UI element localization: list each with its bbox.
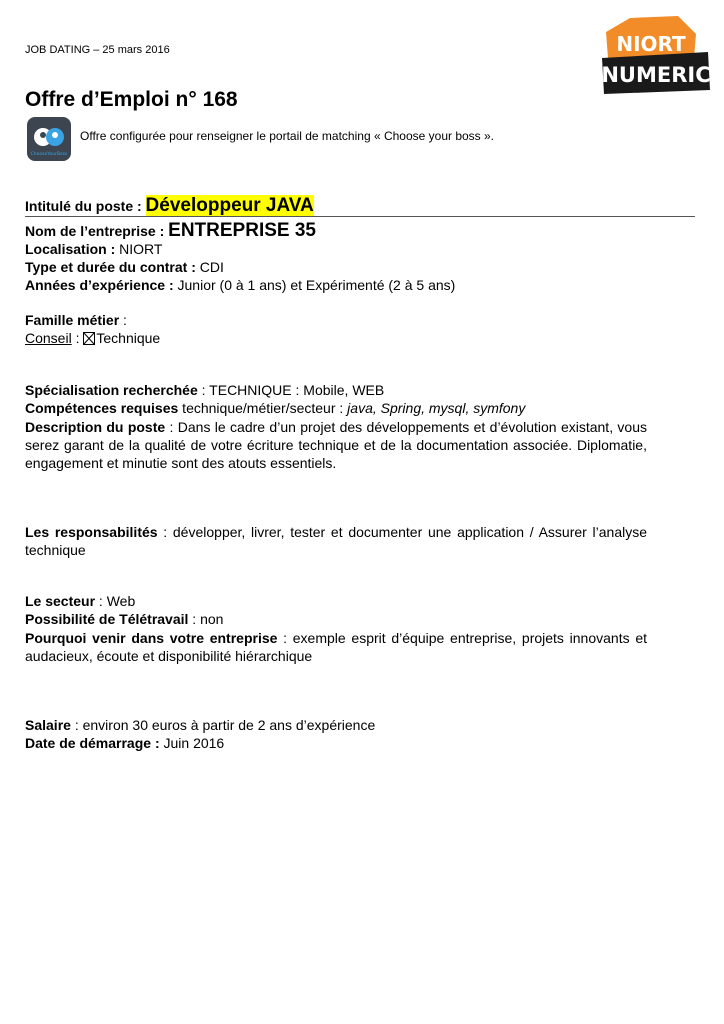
famille-conseil: Conseil (25, 330, 72, 346)
teletravail-line (25, 611, 223, 627)
experience-value: Junior (0 à 1 ans) et Expérimenté (2 à 5 ans) (177, 277, 456, 293)
competences-label: Compétences requises (25, 400, 179, 416)
salaire-line (25, 717, 375, 733)
demarrage-line (25, 735, 224, 751)
competences-prefix: technique/métier/secteur : (178, 400, 348, 416)
famille-colon: : (123, 312, 127, 328)
page-title: Offre d’Emploi n° 168 (25, 88, 238, 111)
event-header: JOB DATING – 25 mars 2016 (25, 44, 170, 56)
salaire-value: : environ 30 euros à partir de 2 ans d’expérience (70, 717, 376, 733)
specialisation-value: : TECHNIQUE : Mobile, WEB (197, 382, 385, 398)
contrat-label: Type et durée du contrat : (25, 259, 196, 275)
entreprise-line (25, 220, 316, 242)
famille-options (25, 330, 160, 346)
localisation-value: NIORT (119, 241, 163, 257)
entreprise-value: ENTREPRISE 35 (168, 220, 316, 241)
experience-line (25, 277, 455, 293)
famille-technique: Technique (96, 330, 161, 346)
teletravail-value: : non (188, 611, 224, 627)
contrat-value: CDI (199, 259, 224, 275)
contrat-line (25, 259, 224, 275)
entreprise-label: Nom de l’entreprise : (25, 223, 165, 239)
app-note: Offre configurée pour renseigner le portail de matching « Choose your boss ». (80, 129, 495, 143)
secteur-label: Le secteur (25, 593, 96, 609)
teletravail-label: Possibilité de Télétravail (25, 611, 189, 627)
secteur-value: : Web (95, 593, 136, 609)
logo-text-line1: NIORT (616, 32, 686, 56)
poste-value: Développeur JAVA (145, 195, 314, 216)
app-icon-text: ChooseYourBoss (30, 152, 68, 157)
divider (25, 216, 695, 217)
checkbox-checked-icon (83, 332, 95, 345)
demarrage-label: Date de démarrage : (25, 735, 160, 751)
logo-text-line2: NUMERIC (601, 63, 711, 87)
experience-label: Années d’expérience : (25, 277, 174, 293)
competences-value: java, Spring, mysql, symfony (347, 400, 526, 416)
description-value: : Dans le cadre d’un projet des développements et d’évolution existant, vous serez garant de la qualité de votre écriture technique et de la documentation associée. Diplomatie, engagement et minutie sont des atouts essentiels. (25, 419, 648, 471)
responsabilites-label: Les responsabilités (25, 524, 158, 540)
poste-line (25, 195, 314, 217)
pourquoi-paragraph (25, 629, 647, 665)
famille-line (25, 312, 127, 328)
description-paragraph (25, 418, 647, 472)
choose-your-boss-app-icon (27, 117, 71, 161)
responsabilites-paragraph (25, 523, 647, 559)
localisation-line (25, 241, 162, 257)
specialisation-line (25, 382, 384, 398)
salaire-label: Salaire (25, 717, 71, 733)
famille-separator: : (71, 330, 84, 346)
description-label: Description du poste (25, 419, 166, 435)
niort-numeric-logo (600, 14, 712, 96)
specialisation-label: Spécialisation recherchée (25, 382, 198, 398)
pourquoi-label: Pourquoi venir dans votre entreprise (25, 630, 278, 646)
localisation-label: Localisation : (25, 241, 116, 257)
competences-line (25, 400, 525, 416)
famille-label: Famille métier (25, 312, 120, 328)
pourquoi-value: : exemple esprit d’équipe entreprise, projets innovants et audacieux, écoute et disponibilité hiérarchique (25, 630, 647, 664)
demarrage-value: Juin 2016 (159, 735, 225, 751)
responsabilites-value: : développer, livrer, tester et documenter une application / Assurer l’analyse technique (25, 524, 648, 558)
secteur-line (25, 593, 135, 609)
poste-label: Intitulé du poste : (25, 198, 142, 214)
